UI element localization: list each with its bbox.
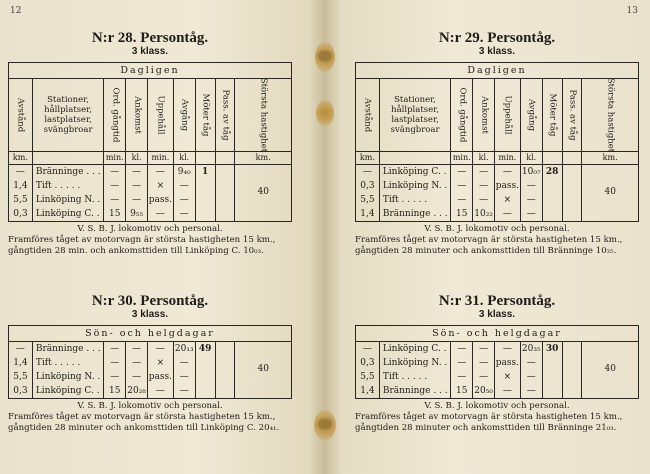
page-number-right: 13 xyxy=(626,6,638,16)
cell-station: Linköping C. . xyxy=(380,165,452,179)
cell-gang: — xyxy=(451,179,473,193)
unit-cell xyxy=(216,152,236,164)
rust-stain xyxy=(316,100,334,126)
motorcar-note: Framföres tåget av motorvagn är största hastigheten 15 km., gångtiden 28 min. och ankomsttiden till Linköping C. 10₀₃. xyxy=(8,235,276,256)
max-speed: 40 xyxy=(604,187,616,197)
train-31 xyxy=(355,293,639,434)
cell-moter xyxy=(196,179,216,193)
unit-cell: kl. xyxy=(521,152,543,164)
cell-avg: — xyxy=(521,384,543,398)
cell-avg: — xyxy=(174,356,196,370)
stations-header-line: lastplatser, xyxy=(391,115,439,125)
units-row xyxy=(356,152,638,165)
timetable-body xyxy=(356,342,638,398)
timetable xyxy=(355,325,639,399)
cell-pass xyxy=(216,207,236,221)
cell-speed xyxy=(582,342,638,356)
days-label: Dagligen xyxy=(9,63,291,79)
cell-speed xyxy=(582,384,638,398)
motorcar-note: Framföres tåget av motorvagn är största hastigheten 15 km., gångtiden 28 minuter och ankomsttiden till Linköping C. 20₄₁. xyxy=(8,412,280,433)
header-cell xyxy=(33,79,104,151)
train-30 xyxy=(8,293,292,434)
cell-km: 5,5 xyxy=(356,193,380,207)
table-row xyxy=(356,356,638,370)
cell-speed xyxy=(582,207,638,221)
cell-gang: — xyxy=(451,193,473,207)
cell-km: 0,3 xyxy=(9,207,33,221)
column-headers xyxy=(9,79,291,152)
cell-moter xyxy=(196,370,216,384)
cell-upp: — xyxy=(495,384,521,398)
cell-avg: — xyxy=(521,193,543,207)
header-cell xyxy=(104,79,126,151)
cell-ank: — xyxy=(126,165,148,179)
cell-upp: × xyxy=(495,193,521,207)
table-row xyxy=(9,179,291,193)
header-cell xyxy=(9,79,33,151)
cell-km: 5,5 xyxy=(9,370,33,384)
cell-pass xyxy=(216,179,236,193)
header-storsta-hastighet: Största hastighet xyxy=(605,77,616,153)
unit-cell: min. xyxy=(451,152,473,164)
cell-upp: — xyxy=(148,165,174,179)
unit-cell xyxy=(543,152,563,164)
motorcar-note: Framföres tåget av motorvagn är största hastigheten 15 km., gångtiden 28 minuter och ankomsttiden till Bränninge 10₃₅. xyxy=(355,235,623,256)
cell-ank: — xyxy=(473,165,495,179)
table-row xyxy=(356,384,638,398)
cell-pass xyxy=(563,384,583,398)
cell-speed xyxy=(582,165,638,179)
cell-km: 1,4 xyxy=(356,207,380,221)
cell-ank: — xyxy=(473,370,495,384)
cell-gang: 15 xyxy=(451,207,473,221)
header-moter-tag: Möter tåg xyxy=(200,93,211,137)
cell-moter: 28 xyxy=(543,165,563,179)
header-pass-tag: Pass. av tåg xyxy=(220,89,231,141)
header-cell xyxy=(543,79,563,151)
cell-station: Tift . . . . . xyxy=(380,370,452,384)
cell-moter xyxy=(543,384,563,398)
unit-cell: kl. xyxy=(126,152,148,164)
max-speed: 40 xyxy=(604,364,616,374)
max-speed: 40 xyxy=(257,187,269,197)
train-title: N:r 31. Persontåg. xyxy=(438,293,556,309)
train-title: N:r 30. Persontåg. xyxy=(91,293,209,309)
cell-ank: — xyxy=(473,356,495,370)
header-avstand: Avstånd xyxy=(362,97,373,133)
cell-moter xyxy=(543,207,563,221)
cell-avg: — xyxy=(521,179,543,193)
timetable-body xyxy=(9,342,291,398)
header-cell xyxy=(473,79,495,151)
timetable xyxy=(8,62,292,222)
cell-speed xyxy=(235,342,291,356)
cell-station: Tift . . . . . xyxy=(33,179,105,193)
header-cell xyxy=(451,79,473,151)
cell-km: 5,5 xyxy=(356,370,380,384)
cell-avg: — xyxy=(174,370,196,384)
train-29 xyxy=(355,30,639,257)
cell-gang: — xyxy=(104,356,126,370)
table-row xyxy=(9,342,291,356)
cell-ank: — xyxy=(126,193,148,207)
cell-upp: — xyxy=(495,342,521,356)
header-cell xyxy=(356,79,380,151)
cell-ank: — xyxy=(473,193,495,207)
train-class: 3 klass. xyxy=(478,309,516,320)
cell-km: — xyxy=(9,342,33,356)
cell-upp: — xyxy=(495,165,521,179)
unit-cell: min. xyxy=(148,152,174,164)
cell-avg: 9₄₀ xyxy=(174,165,196,179)
cell-pass xyxy=(563,179,583,193)
cell-moter xyxy=(196,356,216,370)
header-cell xyxy=(196,79,216,151)
cell-gang: 15 xyxy=(451,384,473,398)
cell-upp: — xyxy=(495,207,521,221)
cell-avg: 10₀₇ xyxy=(521,165,543,179)
days-label: Sön- och helgdagar xyxy=(356,326,638,342)
cell-km: 1,4 xyxy=(9,356,33,370)
cell-avg: — xyxy=(174,179,196,193)
stations-header-line: svängbroar xyxy=(43,125,93,135)
unit-cell xyxy=(196,152,216,164)
cell-pass xyxy=(216,193,236,207)
cell-ank: 20₂₈ xyxy=(126,384,148,398)
table-row xyxy=(9,207,291,221)
header-ord-gangtid: Ord. gångtid xyxy=(110,87,121,143)
staple xyxy=(319,420,331,428)
header-cell xyxy=(582,79,638,151)
table-row xyxy=(356,165,638,179)
cell-ank: — xyxy=(473,342,495,356)
cell-pass xyxy=(563,165,583,179)
cell-pass xyxy=(216,356,236,370)
header-ankomst: Ankomst xyxy=(479,96,490,134)
cell-gang: — xyxy=(104,193,126,207)
cell-avg: — xyxy=(521,356,543,370)
cell-km: — xyxy=(356,342,380,356)
cell-upp: — xyxy=(148,342,174,356)
cell-pass xyxy=(216,165,236,179)
cell-moter: 1 xyxy=(196,165,216,179)
table-row xyxy=(9,165,291,179)
cell-ank: — xyxy=(126,179,148,193)
cell-speed xyxy=(235,165,291,179)
cell-station: Linköping N. . xyxy=(33,370,105,384)
locomotive-note: V. S. B. J. lokomotiv och personal. xyxy=(77,224,223,234)
header-cell xyxy=(235,79,291,151)
unit-cell: min. xyxy=(495,152,521,164)
unit-cell xyxy=(380,152,451,164)
cell-moter: 49 xyxy=(196,342,216,356)
days-label: Dagligen xyxy=(356,63,638,79)
cell-gang: — xyxy=(104,165,126,179)
table-row xyxy=(356,207,638,221)
cell-upp: × xyxy=(495,370,521,384)
cell-km: 1,4 xyxy=(356,384,380,398)
cell-gang: — xyxy=(451,342,473,356)
cell-km: 0,3 xyxy=(356,179,380,193)
unit-cell: km. xyxy=(602,153,618,162)
cell-avg: — xyxy=(521,370,543,384)
header-cell xyxy=(174,79,196,151)
header-cell xyxy=(380,79,451,151)
table-row xyxy=(356,342,638,356)
cell-gang: 15 xyxy=(104,384,126,398)
cell-station: Linköping C. . xyxy=(380,342,452,356)
unit-cell: kl. xyxy=(174,152,196,164)
units-row xyxy=(9,152,291,165)
unit-cell xyxy=(33,152,104,164)
train-28 xyxy=(8,30,292,257)
header-uppehall: Uppehåll xyxy=(502,95,513,135)
cell-moter: 30 xyxy=(543,342,563,356)
cell-station: Bränninge . . . xyxy=(380,207,452,221)
train-notes xyxy=(355,224,639,257)
cell-station: Bränninge . . . xyxy=(380,384,452,398)
staple xyxy=(319,52,331,60)
cell-pass xyxy=(563,370,583,384)
cell-avg: — xyxy=(521,207,543,221)
train-class: 3 klass. xyxy=(131,309,169,320)
table-row xyxy=(356,193,638,207)
cell-upp: pass. xyxy=(495,181,520,191)
stations-header-line: Stationer, xyxy=(394,95,437,105)
cell-moter xyxy=(196,193,216,207)
header-cell xyxy=(521,79,543,151)
table-row xyxy=(356,179,638,193)
cell-pass xyxy=(563,207,583,221)
unit-cell xyxy=(563,152,583,164)
cell-station: Linköping N. . xyxy=(33,193,105,207)
cell-upp: × xyxy=(148,356,174,370)
train-title: N:r 29. Persontåg. xyxy=(438,30,556,46)
motorcar-note: Framföres tåget av motorvagn är största hastigheten 15 km., gångtiden 28 minuter och ankomsttiden till Bränninge 21₀₃. xyxy=(355,412,623,433)
cell-moter xyxy=(196,384,216,398)
cell-upp: — xyxy=(148,207,174,221)
timetable xyxy=(8,325,292,399)
cell-km: — xyxy=(9,165,33,179)
cell-km: 1,4 xyxy=(9,179,33,193)
cell-moter xyxy=(196,207,216,221)
cell-ank: 10₂₂ xyxy=(473,207,495,221)
header-moter-tag: Möter tåg xyxy=(547,93,558,137)
stations-header-line: lastplatser, xyxy=(44,115,92,125)
cell-upp: pass. xyxy=(148,372,173,382)
cell-gang: 15 xyxy=(104,207,126,221)
header-avgang: Avgång xyxy=(526,98,537,132)
cell-moter xyxy=(543,193,563,207)
table-row xyxy=(9,356,291,370)
cell-km: 5,5 xyxy=(9,193,33,207)
cell-station: Tift . . . . . xyxy=(33,356,105,370)
cell-gang: — xyxy=(451,370,473,384)
header-pass-tag: Pass. av tåg xyxy=(567,89,578,141)
header-uppehall: Uppehåll xyxy=(155,95,166,135)
locomotive-note: V. S. B. J. lokomotiv och personal. xyxy=(424,224,570,234)
cell-pass xyxy=(216,384,236,398)
table-row xyxy=(356,370,638,384)
unit-cell: km. xyxy=(356,152,380,164)
stations-header-line: hållplatser, xyxy=(44,105,92,115)
cell-upp: pass. xyxy=(495,358,520,368)
header-storsta-hastighet: Största hastighet xyxy=(258,77,269,153)
unit-cell: km. xyxy=(9,152,33,164)
cell-station: Linköping C. . xyxy=(33,207,105,221)
train-notes xyxy=(355,401,639,434)
cell-avg: 20₃₅ xyxy=(521,342,543,356)
locomotive-note: V. S. B. J. lokomotiv och personal. xyxy=(77,401,223,411)
cell-moter xyxy=(543,356,563,370)
cell-ank: — xyxy=(126,356,148,370)
cell-ank: 9₅₅ xyxy=(126,207,148,221)
train-class: 3 klass. xyxy=(478,46,516,57)
locomotive-note: V. S. B. J. lokomotiv och personal. xyxy=(424,401,570,411)
cell-pass xyxy=(216,342,236,356)
cell-upp: pass. xyxy=(148,195,173,205)
timetable-body xyxy=(356,165,638,221)
cell-station: Bränninge . . . xyxy=(33,165,105,179)
max-speed: 40 xyxy=(257,364,269,374)
cell-moter xyxy=(543,370,563,384)
cell-km: 0,3 xyxy=(9,384,33,398)
cell-gang: — xyxy=(104,342,126,356)
cell-station: Tift . . . . . xyxy=(380,193,452,207)
cell-gang: — xyxy=(451,356,473,370)
cell-upp: × xyxy=(148,179,174,193)
cell-ank: — xyxy=(473,179,495,193)
cell-avg: — xyxy=(174,207,196,221)
timetable xyxy=(355,62,639,222)
header-cell xyxy=(216,79,236,151)
days-label: Sön- och helgdagar xyxy=(9,326,291,342)
cell-station: Linköping C. . xyxy=(33,384,105,398)
cell-ank: — xyxy=(126,342,148,356)
header-avstand: Avstånd xyxy=(15,97,26,133)
header-cell xyxy=(148,79,174,151)
table-row xyxy=(9,193,291,207)
cell-km: — xyxy=(356,165,380,179)
cell-speed xyxy=(235,207,291,221)
cell-ank: 20₅₀ xyxy=(473,384,495,398)
page-number-left: 12 xyxy=(10,6,22,16)
cell-gang: — xyxy=(451,165,473,179)
cell-km: 0,3 xyxy=(356,356,380,370)
stations-header xyxy=(391,95,440,135)
unit-cell: km. xyxy=(255,153,271,162)
cell-avg: — xyxy=(174,384,196,398)
cell-pass xyxy=(216,370,236,384)
cell-moter xyxy=(543,179,563,193)
train-title: N:r 28. Persontåg. xyxy=(91,30,209,46)
unit-cell: kl. xyxy=(473,152,495,164)
header-cell xyxy=(563,79,583,151)
unit-cell: min. xyxy=(104,152,126,164)
train-class: 3 klass. xyxy=(131,46,169,57)
stations-header xyxy=(44,95,93,135)
cell-gang: — xyxy=(104,179,126,193)
table-row xyxy=(9,384,291,398)
cell-gang: — xyxy=(104,370,126,384)
train-notes xyxy=(8,224,292,257)
cell-ank: — xyxy=(126,370,148,384)
train-notes xyxy=(8,401,292,434)
cell-station: Bränninge . . . xyxy=(33,342,105,356)
header-avgang: Avgång xyxy=(179,98,190,132)
cell-pass xyxy=(563,342,583,356)
stations-header-line: hållplatser, xyxy=(391,105,439,115)
column-headers xyxy=(356,79,638,152)
timetable-body xyxy=(9,165,291,221)
cell-speed xyxy=(235,384,291,398)
cell-station: Linköping N. . xyxy=(380,179,452,193)
stations-header-line: svängbroar xyxy=(390,125,440,135)
cell-upp: — xyxy=(148,384,174,398)
header-cell xyxy=(495,79,521,151)
cell-avg: 20₁₃ xyxy=(174,342,196,356)
header-ankomst: Ankomst xyxy=(132,96,143,134)
header-ord-gangtid: Ord. gångtid xyxy=(457,87,468,143)
stations-header-line: Stationer, xyxy=(47,95,90,105)
header-cell xyxy=(126,79,148,151)
cell-pass xyxy=(563,193,583,207)
cell-station: Linköping N. . xyxy=(380,356,452,370)
table-row xyxy=(9,370,291,384)
cell-avg: — xyxy=(174,193,196,207)
cell-pass xyxy=(563,356,583,370)
